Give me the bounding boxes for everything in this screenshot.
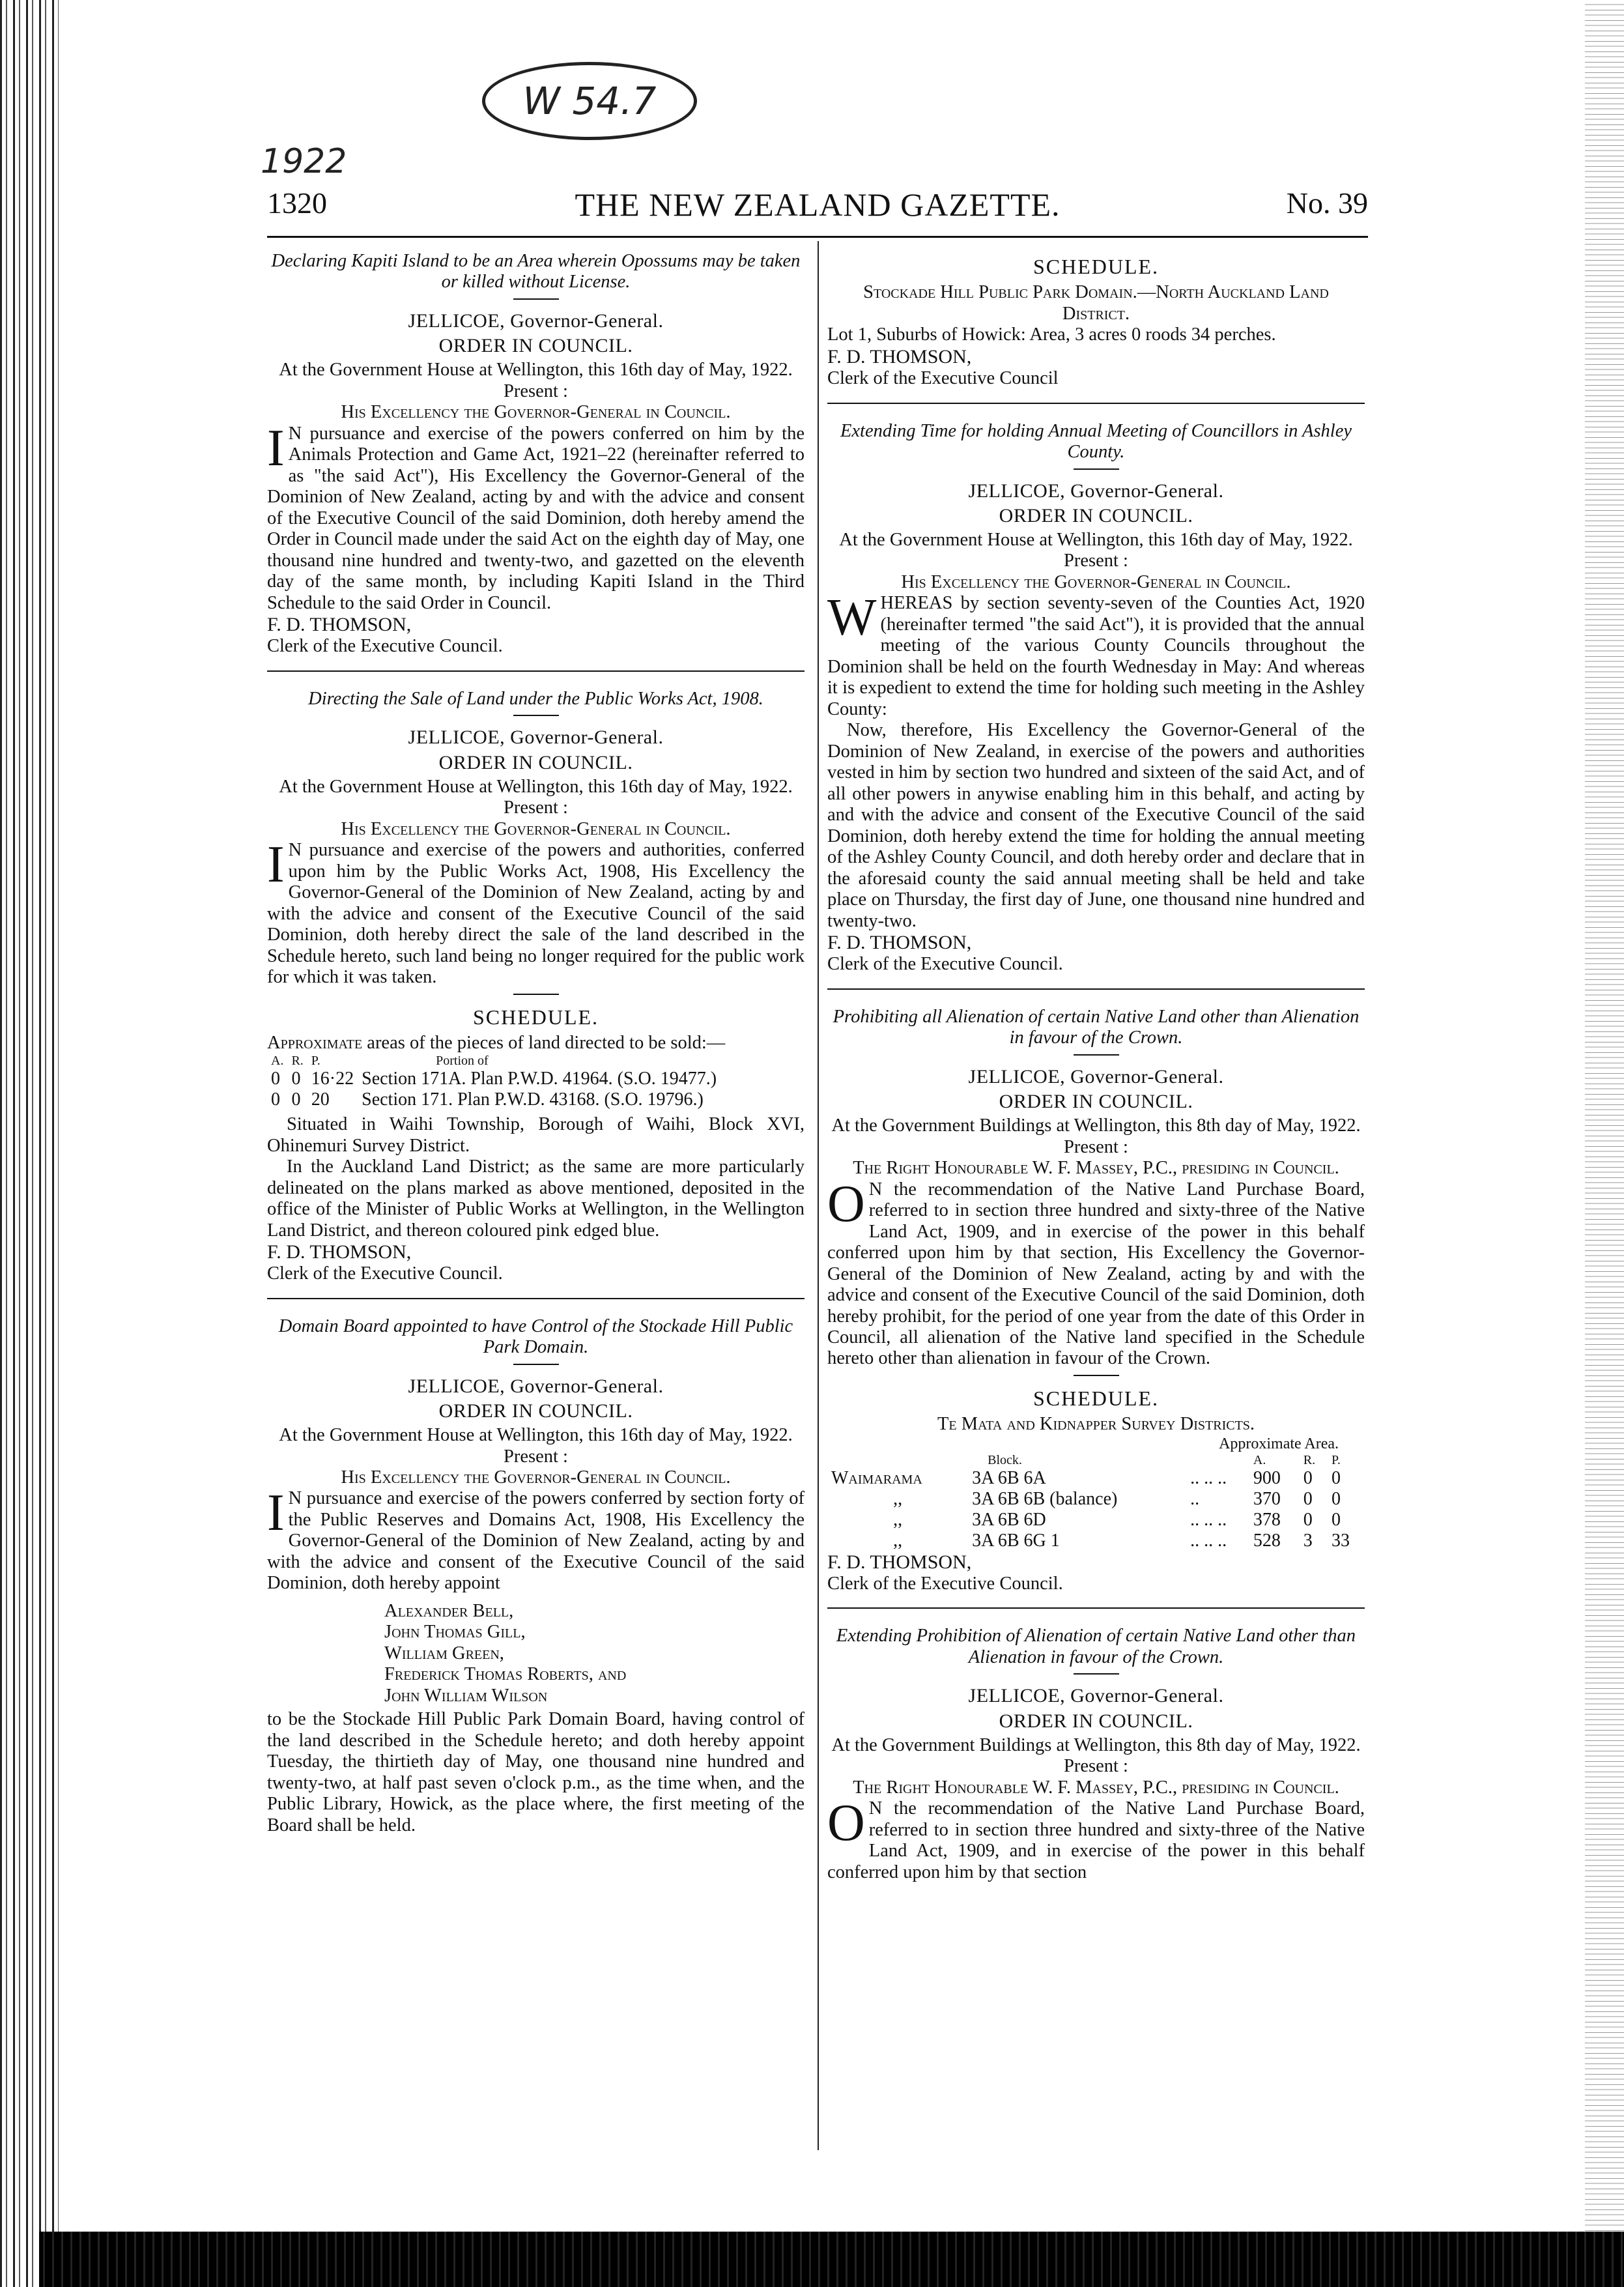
- notice-body: O N the recommendation of the Native Land Purchase Board, referred to in section three hundred and sixty-three of the Native Land Act, 1909, and in exercise of the power in this behalf conferred upon him by that section, His Excellency the Governor-General of the Dominion of New Zealand, acting by and with the advice and consent of the Executive Council of the said Dominion, doth hereby prohibit, for the period of one year from the date of this Order in Council, all alienation of the Native land specified in the Schedule hereto other than alienation in favour of the Crown.: [827, 1175, 1365, 1369]
- right-column: [827, 251, 1365, 1883]
- place-date: At the Government House at Wellington, this 16th day of May, 1922.: [279, 360, 793, 381]
- page-number: 1320: [267, 186, 327, 220]
- list-item: Alexander Bell,: [384, 1600, 514, 1621]
- header-rule: [267, 236, 1368, 238]
- scan-edge-left: [0, 0, 59, 2287]
- order-title: ORDER IN COUNCIL.: [999, 1710, 1193, 1732]
- column-rule: [818, 241, 819, 2150]
- short-rule: [1074, 1673, 1119, 1675]
- notice-heading: Extending Time for holding Annual Meeting of Councillors in Ashley County.: [840, 420, 1352, 463]
- presiding-line: The Right Honourable W. F. Massey, P.C., presiding in Council.: [853, 1158, 1339, 1179]
- presiding-line: His Excellency the Governor-General in Council.: [341, 402, 731, 423]
- drop-cap: W: [827, 589, 877, 647]
- drop-cap: O: [827, 1175, 865, 1233]
- drop-cap: I: [267, 1484, 285, 1542]
- section-separator: [267, 670, 805, 672]
- lot-text: Lot 1, Suburbs of Howick: Area, 3 acres 0 roods 34 perches.: [827, 324, 1276, 345]
- table-row: ,, 3A 6B 6G 1 .. .. .. 528 3 33: [893, 1530, 1350, 1551]
- short-rule: [513, 994, 559, 995]
- order-title: ORDER IN COUNCIL.: [438, 751, 633, 773]
- present-label: Present :: [1064, 1136, 1128, 1157]
- table-row: 0 0 16·22 Section 171A. Plan P.W.D. 41964. (S.O. 19477.): [271, 1069, 717, 1089]
- short-rule: [1074, 1054, 1119, 1056]
- page-header: [267, 186, 1368, 225]
- order-title: ORDER IN COUNCIL.: [438, 1400, 633, 1422]
- signer-title: Clerk of the Executive Council.: [827, 1573, 1063, 1594]
- list-item: John Thomas Gill,: [384, 1622, 526, 1643]
- present-label: Present :: [1064, 1756, 1128, 1777]
- order-title: ORDER IN COUNCIL.: [438, 335, 633, 357]
- present-label: Present :: [1064, 551, 1128, 571]
- notice-heading: Declaring Kapiti Island to be an Area wherein Opossums may be taken or killed without License.: [271, 251, 801, 293]
- table-header-row: Block. A. R. P.: [988, 1453, 1341, 1468]
- handwritten-year: 1922: [261, 142, 347, 181]
- signer-name: F. D. THOMSON,: [827, 932, 972, 954]
- scan-edge-right: [1585, 0, 1624, 2287]
- presiding-line: His Excellency the Governor-General in Council.: [341, 1467, 731, 1488]
- notice-heading: Directing the Sale of Land under the Public Works Act, 1908.: [308, 688, 763, 709]
- table-row: Waimarama 3A 6B 6A .. .. .. 900 0 0: [831, 1468, 1341, 1489]
- handwritten-stamp: W 54.7: [482, 62, 697, 140]
- schedule-title: SCHEDULE.: [472, 1005, 599, 1029]
- notice-kapiti-island: [267, 251, 805, 657]
- notice-heading: Extending Prohibition of Alienation of certain Native Land other than Alienation in favour of the Crown.: [836, 1626, 1356, 1667]
- section-separator: [827, 1607, 1365, 1609]
- signer-name: F. D. THOMSON,: [267, 614, 412, 636]
- governor-line: JELLICOE, Governor-General.: [968, 480, 1224, 502]
- scan-edge-bottom: [39, 2232, 1624, 2287]
- situated-text: Situated in Waihi Township, Borough of Waihi, Block XVI, Ohinemuri Survey District.: [267, 1114, 805, 1156]
- short-rule: [513, 715, 559, 716]
- table-row: 0 0 20 Section 171. Plan P.W.D. 43168. (S.O. 19796.): [271, 1089, 704, 1110]
- list-item: Frederick Thomas Roberts, and: [384, 1664, 627, 1685]
- notice-extending-prohibition: [827, 1626, 1365, 1883]
- place-date: At the Government House at Wellington, this 16th day of May, 1922.: [839, 529, 1353, 550]
- table-header-row: A. R. P. Portion of: [271, 1054, 489, 1069]
- present-label: Present :: [504, 798, 568, 818]
- notice-body: WHEREAS by section seventy-seven of the Counties Act, 1920 (hereinafter termed "the said Act"), it is provided that the annual meeting of the various County Councils throughout the Dominion shall be held on the fourth Wednesday in May: And whereas it is expedient to extend the time for holding such meeting in the Ashley County:: [827, 589, 1365, 719]
- notice-heading: Domain Board appointed to have Control of the Stockade Hill Public Park Domain.: [278, 1316, 793, 1358]
- short-rule: [513, 298, 559, 300]
- notice-domain-board: [267, 1316, 805, 1837]
- list-item: John William Wilson: [384, 1685, 548, 1706]
- block-table: [827, 1453, 1365, 1551]
- domain-name: Stockade Hill Public Park Domain.—North Auckland Land District.: [863, 282, 1329, 324]
- table-row: ,, 3A 6B 6D .. .. .. 378 0 0: [893, 1509, 1341, 1530]
- short-rule: [513, 1364, 559, 1365]
- presiding-line: The Right Honourable W. F. Massey, P.C., presiding in Council.: [853, 1777, 1339, 1798]
- place-date: At the Government House at Wellington, this 16th day of May, 1922.: [279, 776, 793, 797]
- appointee-list: [384, 1601, 805, 1706]
- signer-title: Clerk of the Executive Council.: [267, 636, 503, 657]
- signer-title: Clerk of the Executive Council: [827, 368, 1059, 389]
- gazette-title: THE NEW ZEALAND GAZETTE.: [575, 186, 1061, 223]
- governor-line: JELLICOE, Governor-General.: [408, 309, 664, 332]
- district-text: In the Auckland Land District; as the same are more particularly delineated on the plans marked as above mentioned, deposited in the office of the Minister of Public Works at Wellington, in the Wellington Land District, and thereon coloured pink edged blue.: [267, 1157, 805, 1241]
- domain-board-schedule: [827, 255, 1365, 390]
- signer-name: F. D. THOMSON,: [267, 1241, 412, 1263]
- notice-ashley-county: [827, 421, 1365, 975]
- signer-name: F. D. THOMSON,: [827, 1551, 972, 1573]
- drop-cap: I: [267, 836, 285, 894]
- order-title: ORDER IN COUNCIL.: [999, 1090, 1193, 1112]
- notice-body: I N pursuance and exercise of the powers conferred on him by the Animals Protection and Game Act, 1921–22 (hereinafter referred to as "the said Act"), His Excellency the Governor-General of the Dominion of New Zealand, acting by and with the advice and consent of the Executive Council of the said Dominion, doth hereby amend the Order in Council made under the said Act on the eighth day of May, one thousand nine hundred and twenty-two, and gazetted on the eleventh day of the same month, by including Kapiti Island in the Third Schedule to the said Order in Council.: [267, 419, 805, 613]
- governor-line: JELLICOE, Governor-General.: [408, 726, 664, 749]
- notice-body-continued: to be the Stockade Hill Public Park Domain Board, having control of the land described in the Schedule hereto; and doth hereby appoint Tuesday, the thirtieth day of May, one thousand nine hundred and twenty-two, at half past seven o'clock p.m., as the time when, and the Public Library, Howick, as the place where, the first meeting of the Board shall be held.: [267, 1709, 805, 1835]
- notice-body: I N pursuance and exercise of the powers conferred by section forty of the Public Reserves and Domains Act, 1908, His Excellency the Governor-General of the Dominion of New Zealand, acting by and with the advice and consent of the Executive Council of the said Dominion, doth hereby appoint: [267, 1484, 805, 1594]
- signer-name: F. D. THOMSON,: [827, 345, 972, 367]
- present-label: Present :: [504, 1446, 568, 1467]
- presiding-line: His Excellency the Governor-General in Council.: [341, 818, 731, 839]
- signer-title: Clerk of the Executive Council.: [827, 954, 1063, 975]
- drop-cap: I: [267, 419, 285, 477]
- presiding-line: His Excellency the Governor-General in Council.: [901, 571, 1291, 592]
- approx-area-label: Approximate Area.: [1219, 1435, 1339, 1452]
- land-table: [267, 1054, 720, 1110]
- place-date: At the Government Buildings at Wellington, this 8th day of May, 1922.: [831, 1115, 1361, 1136]
- schedule-title: SCHEDULE.: [1033, 255, 1160, 278]
- governor-line: JELLICOE, Governor-General.: [408, 1375, 664, 1397]
- left-column: [267, 251, 805, 1836]
- section-separator: [827, 988, 1365, 990]
- place-date: At the Government Buildings at Wellington, this 8th day of May, 1922.: [831, 1734, 1361, 1755]
- drop-cap: O: [827, 1794, 865, 1852]
- notice-heading: Prohibiting all Alienation of certain Native Land other than Alienation in favour of the Crown.: [833, 1006, 1360, 1048]
- notice-body: I N pursuance and exercise of the powers and authorities, conferred upon him by the Public Works Act, 1908, His Excellency the Governor-General of the Dominion of New Zealand, acting by and with the advice and consent of the Executive Council of the said Dominion, doth hereby direct the sale of the land described in the Schedule hereto, such land being no longer required for the public work for which it was taken.: [267, 836, 805, 988]
- notice-native-land: [827, 1007, 1365, 1595]
- place-date: At the Government House at Wellington, this 16th day of May, 1922.: [279, 1425, 793, 1446]
- issue-number: No. 39: [1286, 186, 1368, 220]
- schedule-intro: Approximate areas of the pieces of land directed to be sold:—: [267, 1033, 726, 1053]
- section-separator: [827, 403, 1365, 404]
- short-rule: [1074, 1375, 1119, 1376]
- present-label: Present :: [504, 381, 568, 401]
- governor-line: JELLICOE, Governor-General.: [968, 1685, 1224, 1707]
- list-item: William Green,: [384, 1643, 504, 1663]
- table-row: ,, 3A 6B 6B (balance) .. 370 0 0: [893, 1488, 1341, 1509]
- short-rule: [1074, 468, 1119, 470]
- survey-districts: Te Mata and Kidnapper Survey Districts.: [937, 1414, 1255, 1435]
- governor-line: JELLICOE, Governor-General.: [968, 1065, 1224, 1087]
- section-separator: [267, 1298, 805, 1299]
- signer-title: Clerk of the Executive Council.: [267, 1263, 503, 1284]
- notice-body-continued: Now, therefore, His Excellency the Governor-General of the Dominion of New Zealand, in exercise of the powers and authorities vested in him by section two hundred and sixteen of the said Act, and of all other powers in anywise enabling him in this behalf, and acting by and with the advice and consent of the Executive Council of the said Dominion, doth hereby extend the time for holding the annual meeting of the Ashley County Council, and doth hereby order and declare that in the aforesaid county the said annual meeting shall be held and take place on Thursday, the first day of June, one thousand nine hundred and twenty-two.: [827, 720, 1365, 931]
- order-title: ORDER IN COUNCIL.: [999, 504, 1193, 526]
- notice-sale-of-land: [267, 689, 805, 1285]
- schedule-title: SCHEDULE.: [1033, 1386, 1160, 1410]
- notice-body: O N the recommendation of the Native Land Purchase Board, referred to in section three hundred and sixty-three of the Native Land Act, 1909, and in exercise of the power in this behalf conferred upon him by that section: [827, 1794, 1365, 1882]
